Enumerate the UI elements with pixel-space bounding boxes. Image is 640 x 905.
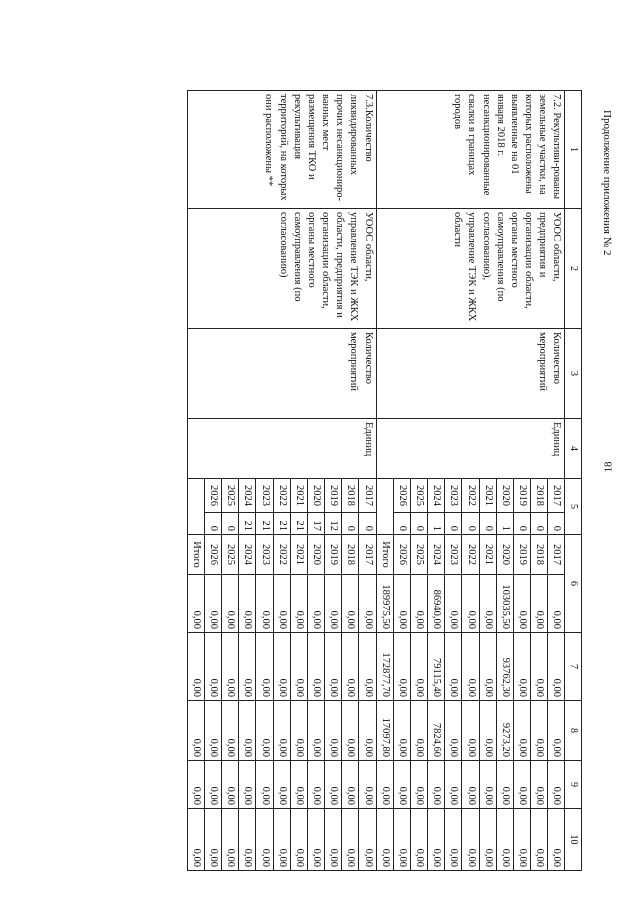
- indicator-count: 21: [273, 513, 290, 535]
- cost-col-8: 0,00: [325, 701, 342, 761]
- total-col-9: 0,00: [187, 761, 204, 809]
- cost-col-8: 0,00: [342, 701, 359, 761]
- indicator-year: 2021: [479, 479, 496, 513]
- cost-col-8: 0,00: [445, 701, 462, 761]
- cost-col-7: 0,00: [273, 633, 290, 701]
- finance-year: 2022: [273, 535, 290, 575]
- indicator-year: 2023: [445, 479, 462, 513]
- cost-col-10: 0,00: [239, 809, 256, 871]
- header-col-5: 5: [565, 479, 582, 535]
- indicator-year: 2023: [256, 479, 273, 513]
- cost-col-10: 0,00: [479, 809, 496, 871]
- finance-year: 2018: [342, 535, 359, 575]
- finance-year: 2017: [359, 535, 376, 575]
- cost-col-10: 0,00: [290, 809, 307, 871]
- total-cost: 0,00: [462, 575, 479, 633]
- cost-col-10: 0,00: [548, 809, 565, 871]
- table-body: [187, 91, 565, 871]
- total-cost: 0,00: [479, 575, 496, 633]
- total-col-8: 17097,80: [376, 701, 393, 761]
- cost-col-8: 0,00: [479, 701, 496, 761]
- finance-year: 2020: [496, 535, 513, 575]
- cost-col-7: 0,00: [531, 633, 548, 701]
- cost-col-9: 0,00: [239, 761, 256, 809]
- cost-col-7: 0,00: [462, 633, 479, 701]
- cost-col-8: 0,00: [513, 701, 530, 761]
- indicator-year: 2026: [204, 479, 221, 513]
- cost-col-7: 0,00: [359, 633, 376, 701]
- continuation-note: Продолжение приложения № 2: [601, 110, 613, 256]
- total-cost: 0,00: [513, 575, 530, 633]
- finance-year: 2017: [548, 535, 565, 575]
- cost-col-8: 0,00: [222, 701, 239, 761]
- indicator-count: 0: [513, 513, 530, 535]
- header-col-10: 10: [565, 809, 582, 871]
- finance-year: 2023: [256, 535, 273, 575]
- total-cost: 0,00: [410, 575, 427, 633]
- cost-col-7: 0,00: [513, 633, 530, 701]
- total-cost: 0,00: [445, 575, 462, 633]
- cost-col-9: 0,00: [445, 761, 462, 809]
- indicator-year: 2018: [531, 479, 548, 513]
- cost-col-9: 0,00: [462, 761, 479, 809]
- cost-col-10: 0,00: [256, 809, 273, 871]
- cost-col-10: 0,00: [222, 809, 239, 871]
- cost-col-8: 0,00: [239, 701, 256, 761]
- measure-cell: Количество мероприятий: [376, 329, 565, 419]
- finance-year: 2026: [393, 535, 410, 575]
- cost-col-9: 0,00: [479, 761, 496, 809]
- table-row: [548, 91, 565, 871]
- cost-col-9: 0,00: [496, 761, 513, 809]
- finance-year: 2021: [290, 535, 307, 575]
- total-col-10: 0,00: [187, 809, 204, 871]
- indicator-year: 2021: [290, 479, 307, 513]
- indicator-count: 0: [342, 513, 359, 535]
- cost-col-9: 0,00: [204, 761, 221, 809]
- indicator-year: 2020: [307, 479, 324, 513]
- indicator-count: 1: [496, 513, 513, 535]
- cost-col-8: 0,00: [307, 701, 324, 761]
- indicator-year: 2020: [496, 479, 513, 513]
- cost-col-9: 0,00: [342, 761, 359, 809]
- total-col-9: 0,00: [376, 761, 393, 809]
- cost-col-7: 0,00: [325, 633, 342, 701]
- indicator-year: 2017: [359, 479, 376, 513]
- total-cost: 0,00: [290, 575, 307, 633]
- cost-col-10: 0,00: [462, 809, 479, 871]
- cost-col-9: 0,00: [307, 761, 324, 809]
- cost-col-7: 0,00: [290, 633, 307, 701]
- total-cost: 189975,50: [376, 575, 393, 633]
- cost-col-9: 0,00: [256, 761, 273, 809]
- empty-cell: [376, 479, 393, 535]
- total-col-7: 172877,70: [376, 633, 393, 701]
- cost-col-9: 0,00: [325, 761, 342, 809]
- cost-col-9: 0,00: [428, 761, 445, 809]
- total-cost: 0,00: [393, 575, 410, 633]
- header-col-2: 2: [565, 209, 582, 329]
- indicator-count: 1: [428, 513, 445, 535]
- cost-col-7: 0,00: [479, 633, 496, 701]
- finance-year: 2024: [428, 535, 445, 575]
- indicator-count: 0: [445, 513, 462, 535]
- total-cost: 0,00: [222, 575, 239, 633]
- header-col-7: 7: [565, 633, 582, 701]
- indicator-count: 17: [307, 513, 324, 535]
- total-cost: 0,00: [359, 575, 376, 633]
- data-table-container: [62, 90, 582, 870]
- finance-year: 2024: [239, 535, 256, 575]
- cost-col-8: 0,00: [462, 701, 479, 761]
- indicator-count: 0: [531, 513, 548, 535]
- cost-col-10: 0,00: [204, 809, 221, 871]
- total-cost: 0,00: [342, 575, 359, 633]
- measure-cell: Количество мероприятий: [187, 329, 376, 419]
- cost-col-7: 79115,40: [428, 633, 445, 701]
- unit-cell: Единиц: [376, 419, 565, 479]
- indicator-year: 2019: [325, 479, 342, 513]
- cost-col-8: 0,00: [204, 701, 221, 761]
- cost-col-9: 0,00: [222, 761, 239, 809]
- cost-col-10: 0,00: [428, 809, 445, 871]
- indicator-year: 2025: [410, 479, 427, 513]
- total-label: Итого: [376, 535, 393, 575]
- cost-col-9: 0,00: [410, 761, 427, 809]
- cost-col-7: 0,00: [410, 633, 427, 701]
- finance-year: 2021: [479, 535, 496, 575]
- finance-year: 2025: [410, 535, 427, 575]
- indicator-count: 12: [325, 513, 342, 535]
- indicator-count: 0: [410, 513, 427, 535]
- cost-col-10: 0,00: [325, 809, 342, 871]
- cost-col-7: 0,00: [256, 633, 273, 701]
- cost-col-8: 0,00: [531, 701, 548, 761]
- total-cost: 0,00: [325, 575, 342, 633]
- cost-col-10: 0,00: [273, 809, 290, 871]
- cost-col-8: 7824,60: [428, 701, 445, 761]
- total-cost: 0,00: [187, 575, 204, 633]
- indicator-count: 0: [359, 513, 376, 535]
- cost-col-8: 0,00: [359, 701, 376, 761]
- indicator-year: 2018: [342, 479, 359, 513]
- indicator-year: 2022: [462, 479, 479, 513]
- cost-col-10: 0,00: [513, 809, 530, 871]
- responsible-cell: УООС области, управление ТЭК и ЖКХ области, предприятия и организации области, органы местного самоуправления (по согласованию): [187, 209, 376, 329]
- total-cost: 103035,50: [496, 575, 513, 633]
- cost-col-10: 0,00: [393, 809, 410, 871]
- cost-col-8: 0,00: [548, 701, 565, 761]
- cost-col-10: 0,00: [496, 809, 513, 871]
- header-col-8: 8: [565, 701, 582, 761]
- header-col-1: 1: [565, 91, 582, 209]
- empty-cell: [187, 479, 204, 535]
- total-col-7: 0,00: [187, 633, 204, 701]
- cost-col-9: 0,00: [393, 761, 410, 809]
- cost-col-7: 93762,30: [496, 633, 513, 701]
- cost-col-10: 0,00: [359, 809, 376, 871]
- unit-cell: Единиц: [187, 419, 376, 479]
- finance-year: 2026: [204, 535, 221, 575]
- header-col-4: 4: [565, 419, 582, 479]
- finance-year: 2022: [462, 535, 479, 575]
- cost-col-8: 0,00: [393, 701, 410, 761]
- indicator-count: 0: [393, 513, 410, 535]
- finance-year: 2025: [222, 535, 239, 575]
- indicator-count: 0: [204, 513, 221, 535]
- cost-col-10: 0,00: [531, 809, 548, 871]
- total-cost: 86940,00: [428, 575, 445, 633]
- cost-col-8: 0,00: [273, 701, 290, 761]
- indicator-count: 21: [290, 513, 307, 535]
- finance-year: 2020: [307, 535, 324, 575]
- finance-year: 2023: [445, 535, 462, 575]
- cost-col-7: 0,00: [548, 633, 565, 701]
- cost-col-8: 0,00: [410, 701, 427, 761]
- finance-year: 2018: [531, 535, 548, 575]
- cost-col-7: 0,00: [204, 633, 221, 701]
- indicator-count: 0: [479, 513, 496, 535]
- cost-col-9: 0,00: [290, 761, 307, 809]
- indicator-year: 2024: [239, 479, 256, 513]
- cost-col-9: 0,00: [513, 761, 530, 809]
- total-cost: 0,00: [256, 575, 273, 633]
- cost-col-10: 0,00: [410, 809, 427, 871]
- cost-col-7: 0,00: [393, 633, 410, 701]
- indicator-year: 2017: [548, 479, 565, 513]
- total-cost: 0,00: [307, 575, 324, 633]
- total-col-8: 0,00: [187, 701, 204, 761]
- cost-col-10: 0,00: [307, 809, 324, 871]
- indicator-year: 2022: [273, 479, 290, 513]
- cost-col-7: 0,00: [307, 633, 324, 701]
- total-cost: 0,00: [273, 575, 290, 633]
- cost-col-8: 0,00: [290, 701, 307, 761]
- cost-col-8: 9273,20: [496, 701, 513, 761]
- table-row: [359, 91, 376, 871]
- total-cost: 0,00: [239, 575, 256, 633]
- cost-col-9: 0,00: [531, 761, 548, 809]
- total-col-10: 0,00: [376, 809, 393, 871]
- indicator-year: 2025: [222, 479, 239, 513]
- indicator-count: 21: [256, 513, 273, 535]
- responsible-cell: УООС области, предприятия и организации области, органы местного самоуправления (по согласованию), управление ТЭК и ЖКХ области: [376, 209, 565, 329]
- cost-col-7: 0,00: [445, 633, 462, 701]
- data-table: [187, 90, 582, 871]
- finance-year: 2019: [513, 535, 530, 575]
- total-cost: 0,00: [204, 575, 221, 633]
- cost-col-7: 0,00: [222, 633, 239, 701]
- indicator-year: 2019: [513, 479, 530, 513]
- indicator-year: 2026: [393, 479, 410, 513]
- header-col-3: 3: [565, 329, 582, 419]
- cost-col-7: 0,00: [239, 633, 256, 701]
- cost-col-9: 0,00: [273, 761, 290, 809]
- cost-col-9: 0,00: [548, 761, 565, 809]
- cost-col-10: 0,00: [445, 809, 462, 871]
- indicator-year: 2024: [428, 479, 445, 513]
- total-label: Итого: [187, 535, 204, 575]
- total-cost: 0,00: [548, 575, 565, 633]
- indicator-count: 21: [239, 513, 256, 535]
- header-col-6: 6: [565, 535, 582, 633]
- cost-col-8: 0,00: [256, 701, 273, 761]
- indicator-cell: 7.2. Рекультиви-рованы земельные участки, на которых расположены выявленные на 01 января 2018 г. несанкционированные свалки в границах городов: [376, 91, 565, 209]
- header-row: [565, 91, 582, 871]
- indicator-count: 0: [462, 513, 479, 535]
- total-cost: 0,00: [531, 575, 548, 633]
- indicator-count: 0: [548, 513, 565, 535]
- cost-col-9: 0,00: [359, 761, 376, 809]
- indicator-cell: 7.3.Количество ликвидированных прочих несанкциониро-ванных мест размещения ТКО и рекультивация территорий, на которых они расположены **: [187, 91, 376, 209]
- finance-year: 2019: [325, 535, 342, 575]
- indicator-count: 0: [222, 513, 239, 535]
- cost-col-7: 0,00: [342, 633, 359, 701]
- page-number: 18: [602, 461, 615, 473]
- header-col-9: 9: [565, 761, 582, 809]
- cost-col-10: 0,00: [342, 809, 359, 871]
